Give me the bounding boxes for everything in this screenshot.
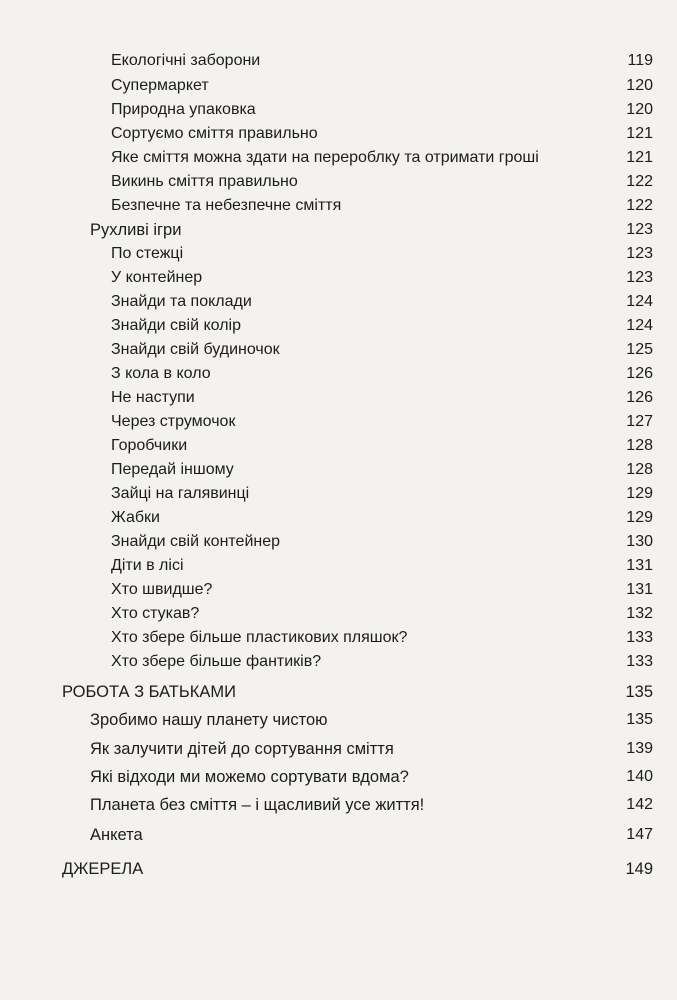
toc-entry-page: 130 bbox=[626, 533, 653, 550]
toc-entry-title: Анкета bbox=[90, 826, 143, 844]
toc-entry-title: Які відходи ми можемо сортувати вдома? bbox=[90, 768, 409, 786]
toc-entry-title: Діти в лісі bbox=[111, 557, 184, 574]
toc-entry bbox=[0, 338, 677, 362]
toc-entry bbox=[0, 857, 677, 881]
toc-entry-title: Безпечне та небезпечне сміття bbox=[111, 197, 342, 214]
toc-entry bbox=[0, 765, 677, 789]
toc-entry-page: 120 bbox=[626, 77, 653, 94]
toc-entry-title: Знайди свій будиночок bbox=[111, 341, 280, 358]
toc-entry bbox=[0, 194, 677, 218]
toc-entry-page: 122 bbox=[626, 173, 653, 190]
toc-entry-title: Планета без сміття – і щасливий усе життя! bbox=[90, 796, 425, 814]
toc-entry-title: РОБОТА З БАТЬКАМИ bbox=[62, 683, 236, 701]
toc-entry-page: 123 bbox=[626, 245, 653, 262]
toc-entry-page: 142 bbox=[626, 796, 653, 813]
toc-entry-page: 133 bbox=[626, 653, 653, 670]
toc-entry-title: З кола в коло bbox=[111, 365, 211, 382]
toc-entry bbox=[0, 458, 677, 482]
toc-entry bbox=[0, 680, 677, 704]
toc-entry-page: 135 bbox=[626, 711, 653, 728]
toc-entry bbox=[0, 362, 677, 386]
toc-entry-title: Хто стукав? bbox=[111, 605, 200, 622]
toc-entry-page: 124 bbox=[626, 293, 653, 310]
toc-entry bbox=[0, 530, 677, 554]
toc-entry-title: Зробимо нашу планету чистою bbox=[90, 711, 328, 729]
toc-entry-page: 147 bbox=[626, 826, 653, 843]
toc-entry-title: Рухливі ігри bbox=[90, 221, 182, 239]
toc-entry-title: Знайди свій колір bbox=[111, 317, 242, 334]
toc-entry bbox=[0, 650, 677, 674]
toc-entry-title: Природна упаковка bbox=[111, 101, 256, 118]
toc-entry bbox=[0, 74, 677, 98]
toc-entry bbox=[0, 626, 677, 650]
toc-entry bbox=[0, 506, 677, 530]
toc-entry-page: 128 bbox=[626, 461, 653, 478]
toc-entry bbox=[0, 266, 677, 290]
toc-entry-page: 128 bbox=[626, 437, 653, 454]
toc-entry bbox=[0, 578, 677, 602]
toc-entry-title: Знайди свій контейнер bbox=[111, 533, 281, 550]
toc-entry-page: 131 bbox=[626, 557, 653, 574]
toc-entry bbox=[0, 793, 677, 817]
toc-entry-title: Горобчики bbox=[111, 437, 188, 454]
toc-entry-title: По стежці bbox=[111, 245, 184, 262]
toc-entry bbox=[0, 708, 677, 732]
toc-entry-page: 119 bbox=[627, 52, 653, 69]
toc-entry bbox=[0, 170, 677, 194]
toc-entry-title: У контейнер bbox=[111, 269, 203, 286]
toc-entry bbox=[0, 823, 677, 847]
toc-entry-title: Не наступи bbox=[111, 389, 195, 406]
toc-entry-page: 121 bbox=[626, 125, 653, 142]
toc-entry bbox=[0, 218, 677, 242]
toc-entry-page: 133 bbox=[626, 629, 653, 646]
toc-entry bbox=[0, 482, 677, 506]
toc-entry-page: 139 bbox=[626, 740, 653, 757]
toc-entry bbox=[0, 98, 677, 122]
toc-entry bbox=[0, 242, 677, 266]
toc-entry bbox=[0, 49, 677, 73]
toc-entry-title: Хто швидше? bbox=[111, 581, 213, 598]
toc-entry-title: Через струмочок bbox=[111, 413, 236, 430]
toc-entry bbox=[0, 122, 677, 146]
toc-entry-title: Викинь сміття правильно bbox=[111, 173, 298, 190]
toc-entry-title: Екологічні заборони bbox=[111, 52, 261, 69]
toc-entry-page: 132 bbox=[626, 605, 653, 622]
toc-entry-page: 140 bbox=[626, 768, 653, 785]
toc-entry bbox=[0, 737, 677, 761]
toc-entry-title: Як залучити дітей до сортування сміття bbox=[90, 740, 394, 758]
toc-entry bbox=[0, 146, 677, 170]
toc-entry-title: Сортуємо сміття правильно bbox=[111, 125, 318, 142]
toc-entry bbox=[0, 386, 677, 410]
toc-entry-page: 121 bbox=[626, 149, 653, 166]
toc-entry-title: Яке сміття можна здати на перероблку та отримати гроші bbox=[111, 149, 539, 166]
toc-entry-page: 120 bbox=[626, 101, 653, 118]
toc-entry-page: 126 bbox=[626, 365, 653, 382]
toc-entry bbox=[0, 554, 677, 578]
toc-entry-page: 129 bbox=[626, 509, 653, 526]
toc-entry-title: Передай іншому bbox=[111, 461, 234, 478]
toc-entry-page: 123 bbox=[626, 221, 653, 238]
toc-entry-title: Жабки bbox=[111, 509, 160, 526]
toc-entry bbox=[0, 410, 677, 434]
toc-entry bbox=[0, 434, 677, 458]
toc-entry-title: Зайці на галявинці bbox=[111, 485, 250, 502]
toc-entry-page: 135 bbox=[625, 683, 653, 701]
toc-entry-title: Супермаркет bbox=[111, 77, 209, 94]
toc-entry-title: Хто збере більше фантиків? bbox=[111, 653, 322, 670]
toc-entry-page: 149 bbox=[625, 860, 653, 878]
toc-entry-title: Хто збере більше пластикових пляшок? bbox=[111, 629, 408, 646]
toc-entry-page: 125 bbox=[626, 341, 653, 358]
toc-entry-title: Знайди та поклади bbox=[111, 293, 252, 310]
toc-entry-page: 122 bbox=[626, 197, 653, 214]
toc-entry-title: ДЖЕРЕЛА bbox=[62, 860, 144, 878]
toc-entry-page: 129 bbox=[626, 485, 653, 502]
toc-entry bbox=[0, 290, 677, 314]
toc-entry bbox=[0, 602, 677, 626]
toc-entry-page: 124 bbox=[626, 317, 653, 334]
toc-entry-page: 127 bbox=[626, 413, 653, 430]
toc-entry bbox=[0, 314, 677, 338]
toc-entry-page: 126 bbox=[626, 389, 653, 406]
toc-entry-page: 123 bbox=[626, 269, 653, 286]
toc-entry-page: 131 bbox=[626, 581, 653, 598]
